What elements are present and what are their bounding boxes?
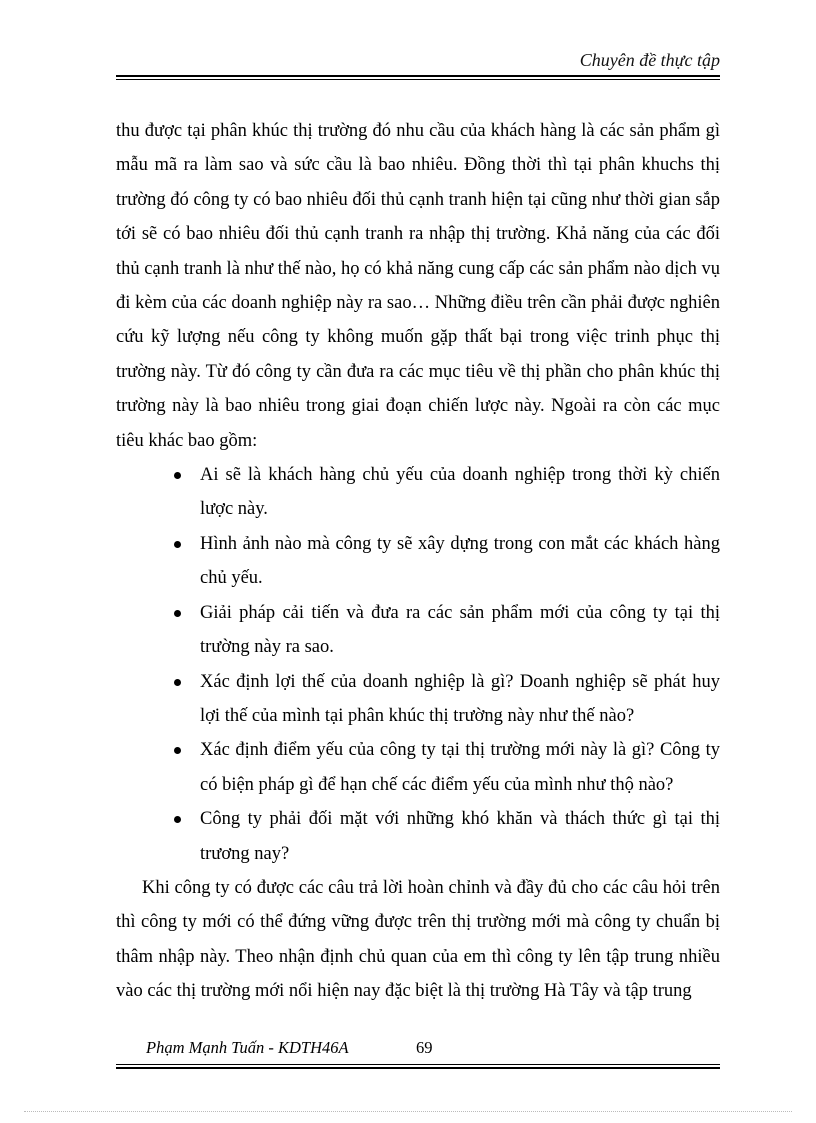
list-item [116, 802, 720, 871]
list-item [116, 665, 720, 734]
bullet-icon [174, 679, 181, 686]
bullet-icon [174, 541, 181, 548]
list-item-text: Hình ảnh nào mà công ty sẽ xây dựng trong con mắt các khách hàng chủ yếu. [200, 533, 720, 589]
list-item-text: Giải pháp cải tiến và đưa ra các sản phẩm mới của công ty tại thị trường này ra sao. [200, 602, 720, 658]
bullet-icon [174, 472, 181, 479]
bullet-icon [174, 610, 181, 617]
header-rule-secondary [116, 79, 720, 80]
list-item [116, 596, 720, 665]
bullet-icon [174, 816, 181, 823]
list-item-text: Xác định lợi thế của doanh nghiệp là gì? Doanh nghiệp sẽ phát huy lợi thế của mình tại phân khúc thị trường này như thế nào? [200, 671, 720, 726]
objectives-list [116, 458, 720, 871]
header-title: Chuyên đề thực tập [579, 50, 720, 70]
intro-paragraph: thu được tại phân khúc thị trường đó nhu cầu của khách hàng là các sản phẩm gì mẫu mã ra làm sao và sức cầu là bao nhiêu. Đồng thời thì tại phân khuchs thị trường đó công ty có bao nhiêu đối thủ cạnh tranh hiện tại cũng như thời gian sắp tới sẽ có bao nhiêu đối thủ cạnh tranh ra nhập thị trường. Khả năng của các đối thủ cạnh tranh là như thế nào, họ có khả năng cung cấp các sản phẩm nào dịch vụ đi kèm của các doanh nghiệp này ra sao… Những điều trên cần phải được nghiên cứu kỹ lượng nếu công ty không muốn gặp thất bại trong việc trinh phục thị trường này. Từ đó công ty cần đưa ra các mục tiêu về thị phần cho phân khúc thị trường này là bao nhiêu trong giai đoạn chiến lược này. Ngoài ra còn các mục tiêu khác bao gồm: [116, 121, 720, 451]
page-number: 69 [416, 1038, 433, 1057]
list-item [116, 458, 720, 527]
header-rule [116, 75, 720, 77]
list-item-text: Ai sẽ là khách hàng chủ yếu của doanh nghiệp trong thời kỳ chiến lược này. [200, 465, 720, 520]
footer-author: Phạm Mạnh Tuấn - KDTH46A [146, 1038, 349, 1057]
main-text [116, 114, 720, 1009]
footer-rule-secondary [116, 1067, 720, 1069]
list-item-text: Xác định điểm yếu của công ty tại thị trường mới này là gì? Công ty có biện pháp gì để hạn chế các điểm yếu của mình như thộ nào? [200, 740, 720, 795]
closing-paragraph: Khi công ty có được các câu trả lời hoàn chỉnh và đầy đủ cho các câu hỏi trên thì công ty mới có thể đứng vững được trên thị trường mới mà công ty chuẩn bị thâm nhập này. Theo nhận định chủ quan của em thì công ty lên tập trung nhiều vào các thị trường mới nổi hiện nay đặc biệt là thị trường Hà Tây và tập trung [116, 877, 720, 1002]
list-item [116, 527, 720, 596]
bullet-icon [174, 747, 181, 754]
page-edge-divider [24, 1111, 792, 1112]
list-item-text: Công ty phải đối mặt với những khó khăn và thách thức gì tại thị trương nay? [200, 809, 720, 864]
footer-rule [116, 1064, 720, 1065]
list-item [116, 733, 720, 802]
